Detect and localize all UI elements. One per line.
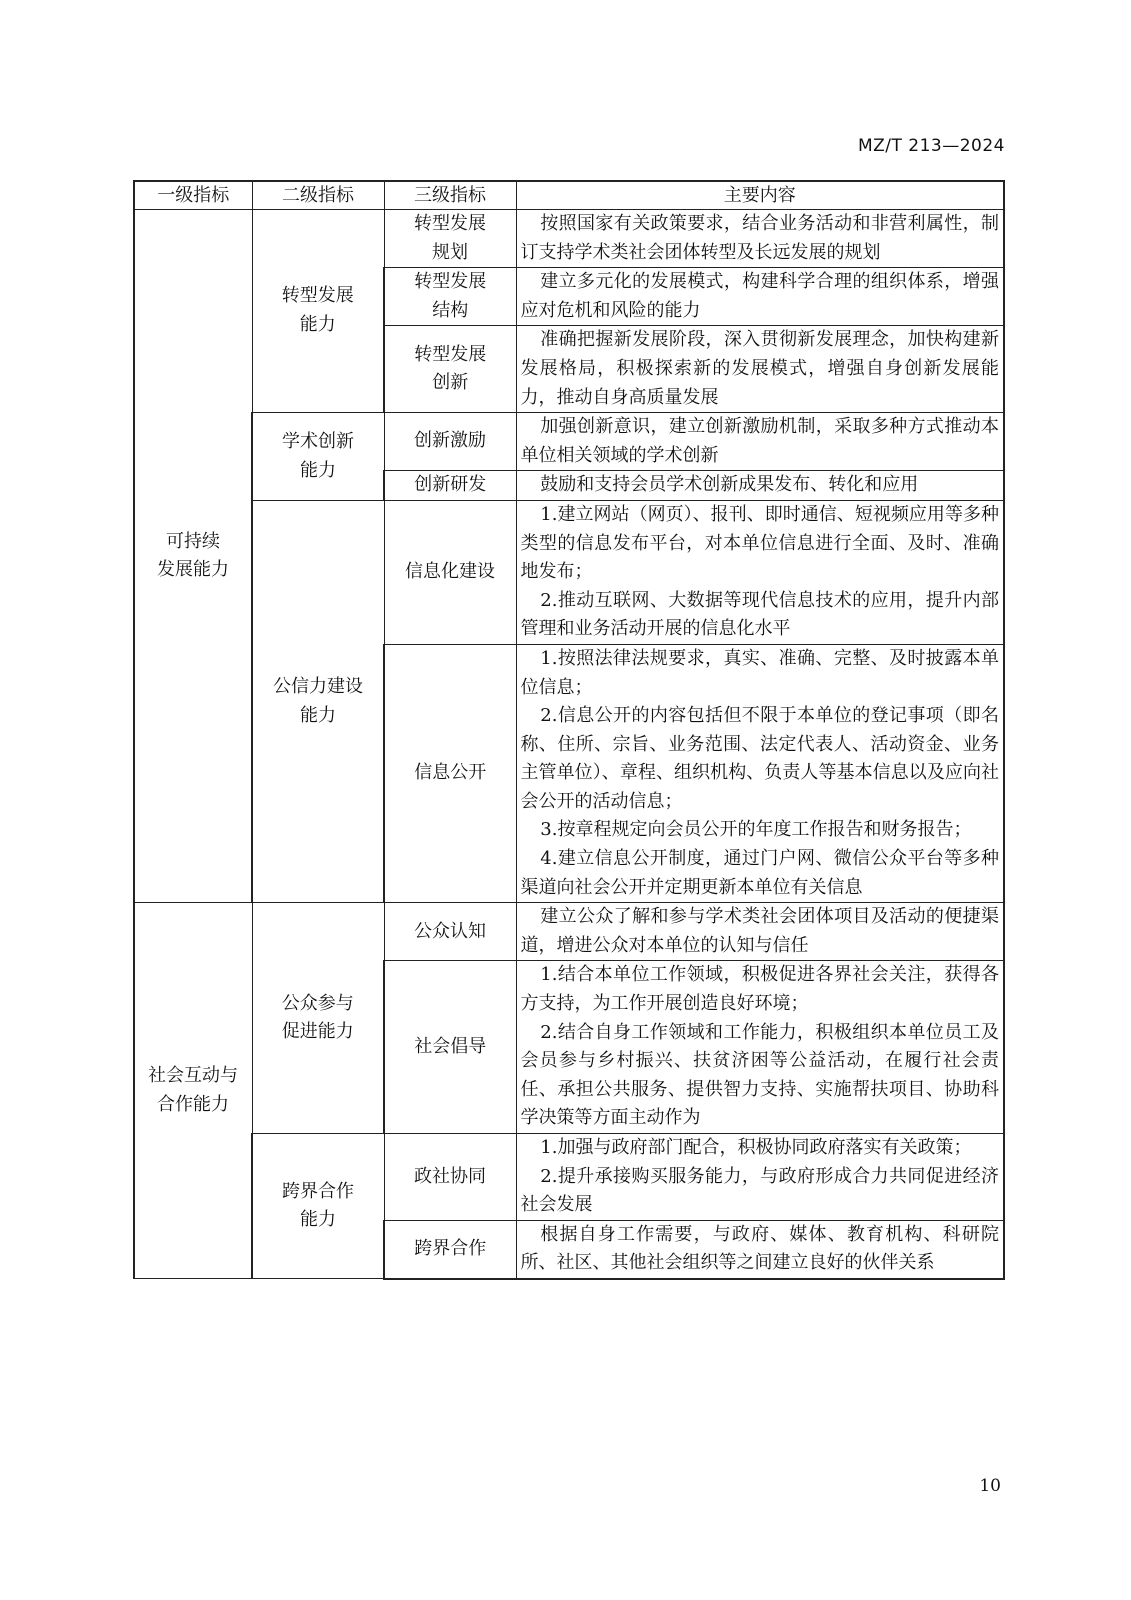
table-row [134,500,1004,644]
content-paragraph: 2.推动互联网、大数据等现代信息技术的应用，提升内部管理和业务活动开展的信息化水平 [520,589,999,640]
table-row [134,413,1004,471]
level3-cell: 转型发展 创新 [384,326,516,413]
level3-cell: 社会倡导 [384,961,516,1134]
column-header-level2: 二级指标 [252,181,384,210]
table-header-row [134,181,1004,210]
content-cell [516,210,1004,268]
content-cell [516,644,1004,902]
column-header-level3: 三级指标 [384,181,516,210]
level2-cell: 公信力建设 能力 [252,500,384,902]
page-number: 10 [979,1476,1001,1496]
content-paragraph: 2.结合自身工作领域和工作能力，积极组织本单位员工及会员参与乡村振兴、扶贫济困等公益活动，在履行社会责任、承担公共服务、提供智力支持、实施帮扶项目、协助科学决策等方面主动作为 [520,1021,999,1129]
level3-cell: 转型发展 结构 [384,268,516,326]
content-paragraph: 2.信息公开的内容包括但不限于本单位的登记事项（即名称、住所、宗旨、业务范围、法定代表人、活动资金、业务主管单位）、章程、组织机构、负责人等基本信息以及应向社会公开的活动信息； [520,705,999,812]
level2-cell: 学术创新 能力 [252,413,384,501]
content-paragraph: 4.建立信息公开制度，通过门户网、微信公众平台等多种渠道向社会公开并定期更新本单位有关信息 [520,848,999,898]
content-cell [516,961,1004,1134]
content-cell [516,268,1004,326]
level2-cell: 跨界合作 能力 [252,1134,384,1279]
level3-cell: 公众认知 [384,903,516,961]
content-paragraph: 1.按照法律法规要求，真实、准确、完整、及时披露本单位信息； [520,647,999,698]
level2-cell: 公众参与 促进能力 [252,903,384,1134]
content-cell [516,1134,1004,1221]
content-cell [516,1220,1004,1279]
content-paragraph: 建立多元化的发展模式，构建科学合理的组织体系，增强应对危机和风险的能力 [520,271,999,321]
table-row [134,903,1004,961]
content-cell [516,326,1004,413]
content-paragraph: 准确把握新发展阶段，深入贯彻新发展理念，加快构建新发展格局，积极探索新的发展模式，增强自身创新发展能力，推动自身高质量发展 [520,329,999,408]
content-paragraph: 1.加强与政府部门配合，积极协同政府落实有关政策； [540,1137,972,1158]
content-paragraph: 1.建立网站（网页）、报刊、即时通信、短视频应用等多种类型的信息发布平台，对本单位信息进行全面、及时、准确地发布； [520,503,999,583]
level3-cell: 跨界合作 [384,1220,516,1279]
level1-cell: 社会互动与 合作能力 [134,903,252,1279]
level1-cell: 可持续 发展能力 [134,210,252,903]
level2-cell: 转型发展 能力 [252,210,384,413]
content-paragraph: 2.提升承接购买服务能力，与政府形成合力共同促进经济社会发展 [520,1165,999,1216]
content-paragraph: 1.结合本单位工作领域，积极促进各界社会关注，获得各方支持，为工作开展创造良好环境； [520,964,999,1015]
table-row [134,210,1004,268]
content-paragraph: 加强创新意识，建立创新激励机制，采取多种方式推动本单位相关领域的学术创新 [520,416,999,466]
level3-cell: 创新激励 [384,413,516,471]
level3-cell: 创新研发 [384,471,516,501]
level3-cell: 政社协同 [384,1134,516,1221]
column-header-content: 主要内容 [516,181,1004,210]
content-paragraph: 3.按章程规定向会员公开的年度工作报告和财务报告； [540,819,972,841]
content-paragraph: 按照国家有关政策要求，结合业务活动和非营利属性，制订支持学术类社会团体转型及长远发展的规划 [520,213,999,263]
indicator-table [133,180,1005,1280]
table-row [134,1134,1004,1221]
content-cell [516,903,1004,961]
level3-cell: 信息公开 [384,644,516,902]
content-cell [516,471,1004,501]
content-cell [516,413,1004,471]
content-paragraph: 根据自身工作需要，与政府、媒体、教育机构、科研院所、社区、其他社会组织等之间建立良好的伙伴关系 [520,1223,999,1274]
content-paragraph: 鼓励和支持会员学术创新成果发布、转化和应用 [540,474,919,496]
content-cell [516,500,1004,644]
content-paragraph: 建立公众了解和参与学术类社会团体项目及活动的便捷渠道，增进公众对本单位的认知与信任 [520,906,999,956]
column-header-level1: 一级指标 [134,181,252,210]
level3-cell: 转型发展 规划 [384,210,516,268]
level3-cell: 信息化建设 [384,500,516,644]
document-code: MZ/T 213—2024 [857,136,1005,156]
